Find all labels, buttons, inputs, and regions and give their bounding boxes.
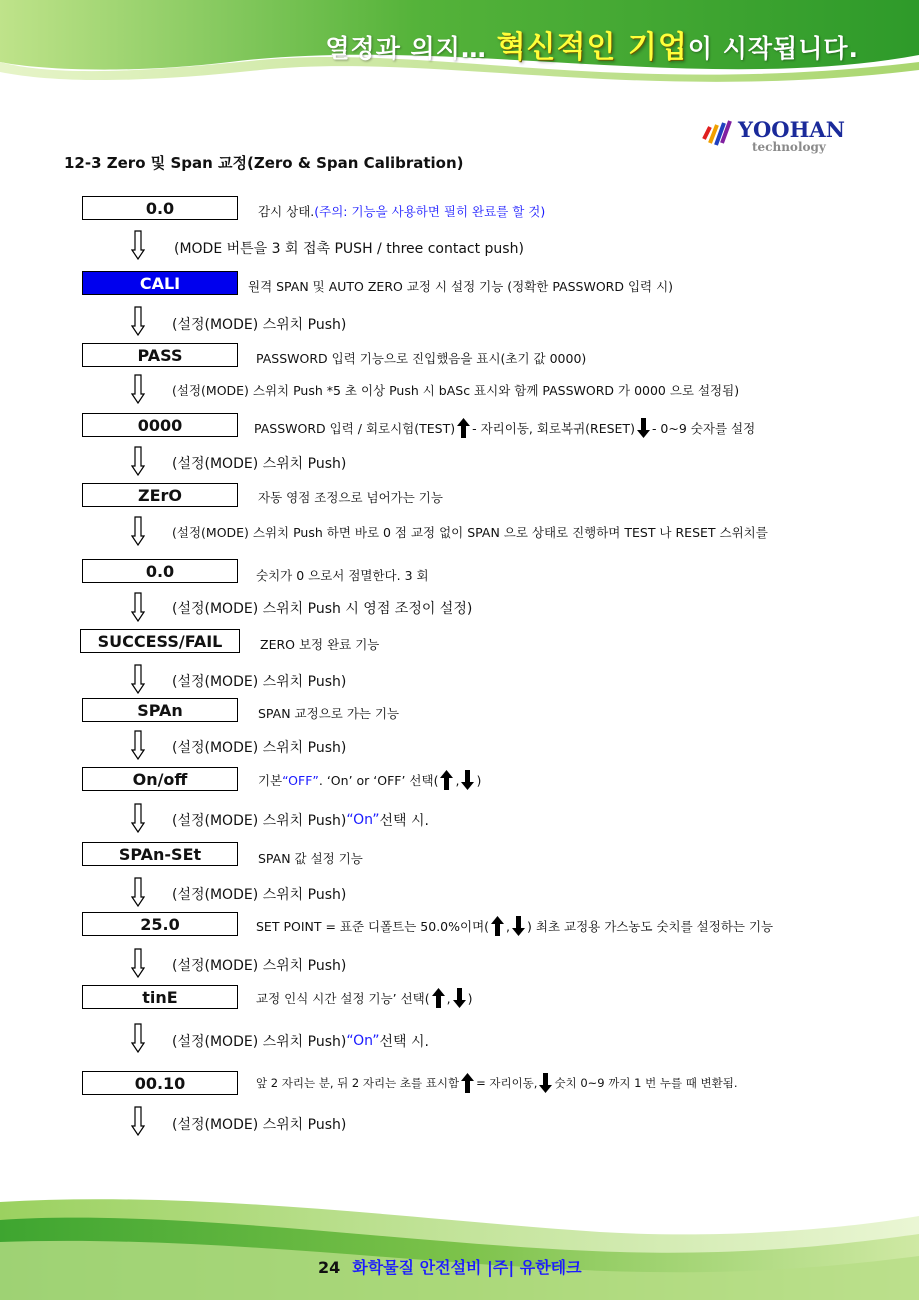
desc-text: PASSWORD 입력 / 회로시험(TEST) [254,421,456,436]
display-box-span: SPAn [82,698,238,722]
step-description: SPAN 교정으로 가는 기능 [258,706,400,721]
yoohan-logo [700,113,860,155]
down-arrow-icon [131,803,145,833]
display-box-pass: PASS [82,343,238,367]
step-description: PASSWORD 입력 기능으로 진입했음을 표시(초기 값 0000) [256,351,587,366]
step-description: ZERO 보정 완료 기능 [260,637,380,652]
step-description: 원격 SPAN 및 AUTO ZERO 교정 시 설정 기능 (정확한 PASSWORD 입력 시) [248,279,674,294]
step-description: SPAN 값 설정 기능 [258,851,363,866]
desc-text: - 0~9 숫자를 설정 [651,421,756,436]
desc-text: , [506,918,511,934]
step-instruction: (설정(MODE) 스위치 Push) [172,740,347,756]
step-instruction: (설정(MODE) 스위치 Push) [172,887,347,903]
desc-text: , [446,990,451,1006]
step-description [256,916,773,936]
desc-default: “OFF” [282,772,319,788]
down-arrow-icon [131,877,145,907]
step-instruction: (설정(MODE) 스위치 Push 시 영점 조정이 설정) [172,601,473,617]
step-instruction [172,1031,429,1051]
step-text: 선택 시. [379,1034,429,1050]
up-arrow-icon [457,418,470,438]
step-description: 자동 영점 조정으로 넘어가는 기능 [258,490,443,505]
up-arrow-icon [432,988,445,1008]
down-arrow-icon [131,948,145,978]
down-arrow-icon [512,916,525,936]
step-instruction: (설정(MODE) 스위치 Push) [172,1117,347,1133]
down-arrow-icon [131,1106,145,1136]
down-arrow-icon [131,730,145,760]
display-box-cali: CALI [82,271,238,295]
display-box-set-point: 25.0 [82,912,238,936]
display-box-time-value: 00.10 [82,1071,238,1095]
header-slogan [325,22,859,66]
desc-note: (주의: 기능을 사용하면 필히 완료를 할 것) [314,204,546,219]
logo-mark: YOOHAN [738,117,845,142]
company-name: 화학물질 안전설비 |주| 유한테크 [352,1258,582,1277]
section-title: 12-3 Zero 및 Span 교정(Zero & Span Calibration) [64,154,464,172]
desc-text: ) [467,990,473,1006]
up-arrow-icon [461,1073,474,1093]
display-box-zero: ZErO [82,483,238,507]
down-arrow-icon [131,1023,145,1053]
down-arrow-icon [131,592,145,622]
down-arrow-icon [131,664,145,694]
display-box-zero-blink: 0.0 [82,559,238,583]
desc-text: , [455,772,460,788]
desc-text: SET POINT = 표준 디폴트는 50.0%이며( [256,919,490,934]
desc-text: 교정 인식 시간 설정 기능’ 선택( [256,991,430,1006]
footer-banner [0,1190,919,1300]
desc-text: ) 최초 교정용 가스농도 숫치를 설정하는 기능 [527,919,774,934]
step-text: (설정(MODE) 스위치 Push) [172,1034,347,1050]
up-arrow-icon [491,916,504,936]
desc-text: ) [476,772,482,788]
step-instruction: (설정(MODE) 스위치 Push) [172,674,347,690]
desc-text: . ‘On’ or ‘OFF’ 선택( [318,773,439,788]
display-box-monitor: 0.0 [82,196,238,220]
down-arrow-icon [461,770,474,790]
step-instruction: (설정(MODE) 스위치 Push *5 초 이상 Push 시 bASc 표시와 함께 PASSWORD 가 0000 으로 설정됨) [172,383,740,398]
step-description [256,1073,737,1093]
slogan-highlight: 혁신적인 기업 [496,30,688,65]
step-instruction: (설정(MODE) 스위치 Push) [172,958,347,974]
step-instruction: (MODE 버튼을 3 회 접촉 PUSH / three contact push) [174,241,524,257]
step-description [256,988,473,1008]
logo-sub: technology [752,140,826,154]
down-arrow-icon [131,306,145,336]
display-box-password: 0000 [82,413,238,437]
step-instruction: (설정(MODE) 스위치 Push) [172,456,347,472]
down-arrow-icon [131,230,145,260]
step-description [258,770,481,790]
desc-text: = 자리이동, [476,1076,538,1090]
down-arrow-icon [131,374,145,404]
down-arrow-icon [637,418,650,438]
step-text: (설정(MODE) 스위치 Push) [172,813,347,829]
desc-text: - 자리이동, 회로복귀(RESET) [472,421,635,436]
slogan-part: 이 시작됩니다. [687,34,859,63]
up-arrow-icon [440,770,453,790]
footer [318,1255,582,1278]
display-box-time: tinE [82,985,238,1009]
display-box-success-fail: SUCCESS/FAIL [80,629,240,653]
step-text: 선택 시. [379,813,429,829]
step-option: “On” [346,1033,380,1049]
step-description: 숫치가 0 으로서 점멸한다. 3 회 [256,568,429,583]
down-arrow-icon [131,446,145,476]
desc-text: 앞 2 자리는 분, 뒤 2 자리는 초를 표시함 [256,1076,460,1090]
desc-text: 기본 [258,773,283,788]
slogan-part: 열정과 의지… [325,34,497,63]
step-instruction [172,810,429,830]
display-box-span-set: SPAn-SEt [82,842,238,866]
step-description [258,202,545,220]
desc-text: 숫치 0~9 까지 1 번 누를 때 변환됨. [554,1076,738,1090]
page-number: 24 [318,1258,341,1277]
step-instruction: (설정(MODE) 스위치 Push 하면 바로 0 점 교정 없이 SPAN 으로 상태로 진행하며 TEST 나 RESET 스위치를 [172,525,768,540]
down-arrow-icon [539,1073,552,1093]
step-description [254,418,755,438]
down-arrow-icon [131,516,145,546]
desc-text: 감시 상태. [258,204,315,219]
step-option: “On” [346,812,380,828]
display-box-on-off: On/off [82,767,238,791]
step-instruction: (설정(MODE) 스위치 Push) [172,317,347,333]
down-arrow-icon [453,988,466,1008]
